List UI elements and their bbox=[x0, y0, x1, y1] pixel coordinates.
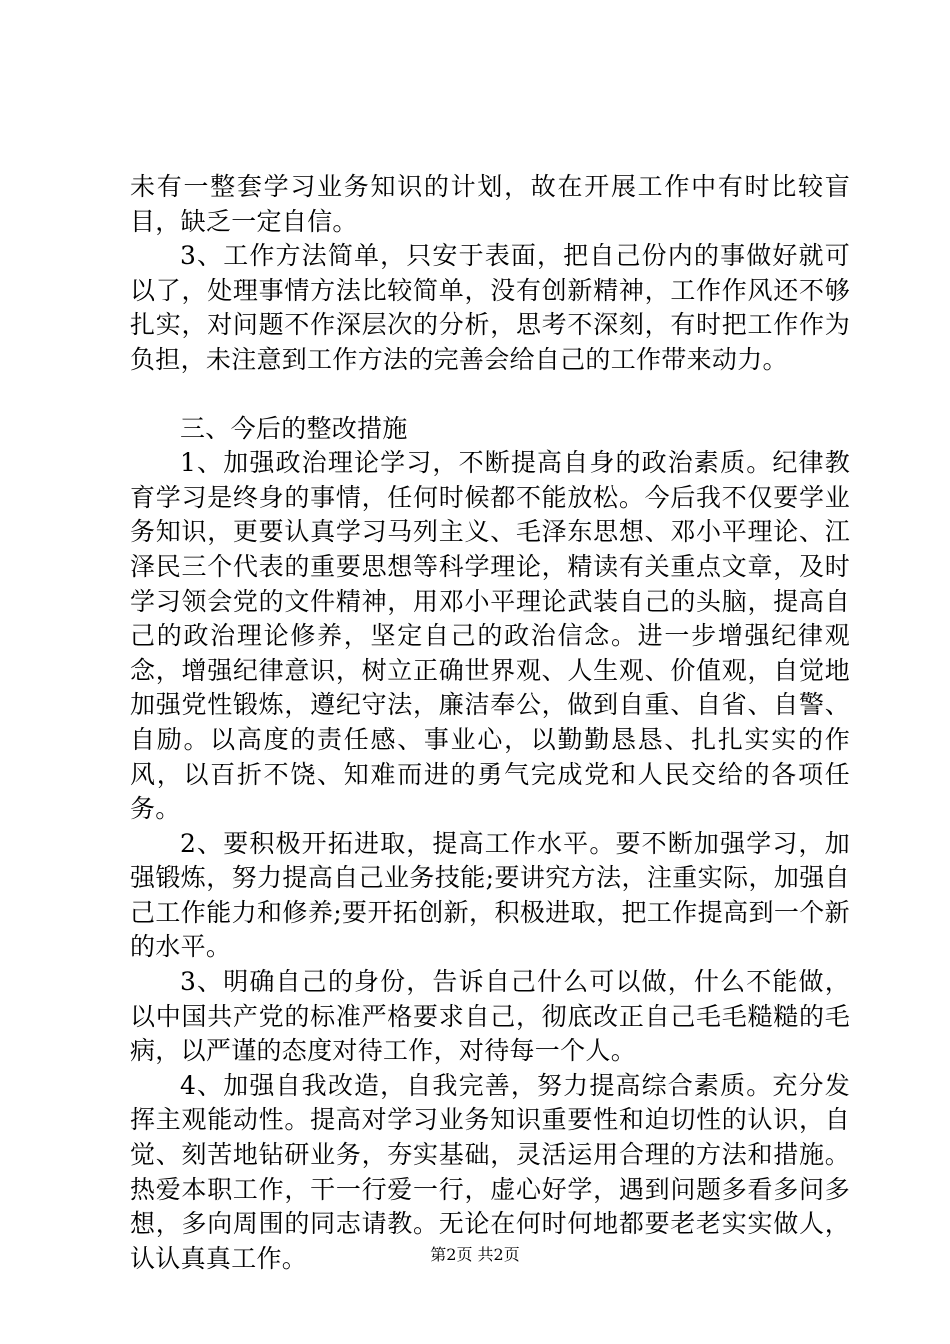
paragraph-continuation: 未有一整套学习业务知识的计划，故在开展工作中有时比较盲目，缺乏一定自信。 bbox=[130, 172, 850, 236]
paragraph-item-3-work-method: 3、工作方法简单，只安于表面，把自己份内的事做好就可以了，处理事情方法比较简单，没有创新精神，工作作风还不够扎实，对问题不作深层次的分析，思考不深刻，有时把工作作为负担，未注意到工作方法的完善会给自己的工作带来动力。 bbox=[130, 241, 850, 374]
section-heading-rectification: 三、今后的整改措施 bbox=[180, 413, 408, 443]
paragraph-measure-1: 1、加强政治理论学习，不断提高自身的政治素质。纪律教育学习是终身的事情，任何时候都不能放松。今后我不仅要学业务知识，更要认真学习马列主义、毛泽东思想、邓小平理论、江泽民三个代表的重要思想等科学理论，精读有关重点文章，及时学习领会党的文件精神，用邓小平理论武装自己的头脑，提高自己的政治理论修养，坚定自己的政治信念。进一步增强纪律观念，增强纪律意识，树立正确世界观、人生观、价值观，自觉地加强党性锻炼，遵纪守法，廉洁奉公，做到自重、自省、自警、自励。以高度的责任感、事业心，以勤勤恳恳、扎扎实实的作风，以百折不饶、知难而进的勇气完成党和人民交给的各项任务。 bbox=[130, 448, 850, 824]
paragraph-measure-2: 2、要积极开拓进取，提高工作水平。要不断加强学习，加强锻炼，努力提高自己业务技能;要讲究方法，注重实际，加强自己工作能力和修养;要开拓创新，积极进取，把工作提高到一个新的水平。 bbox=[130, 828, 850, 962]
document-body bbox=[130, 170, 850, 1276]
paragraph-measure-4: 4、加强自我改造，自我完善，努力提高综合素质。充分发挥主观能动性。提高对学习业务知识重要性和迫切性的认识，自觉、刻苦地钻研业务，夯实基础，灵活运用合理的方法和措施。热爱本职工作，干一行爱一行，虚心好学，遇到问题多看多问多想，多向周围的同志请教。无论在何时何地都要老老实实做人，认认真真工作。 bbox=[130, 1070, 850, 1273]
paragraph-measure-3: 3、明确自己的身份，告诉自己什么可以做，什么不能做，以中国共产党的标准严格要求自己，彻底改正自己毛毛糙糙的毛病，以严谨的态度对待工作，对待每一个人。 bbox=[130, 967, 850, 1066]
page-number-footer: 第2页 共2页 bbox=[430, 1245, 520, 1264]
